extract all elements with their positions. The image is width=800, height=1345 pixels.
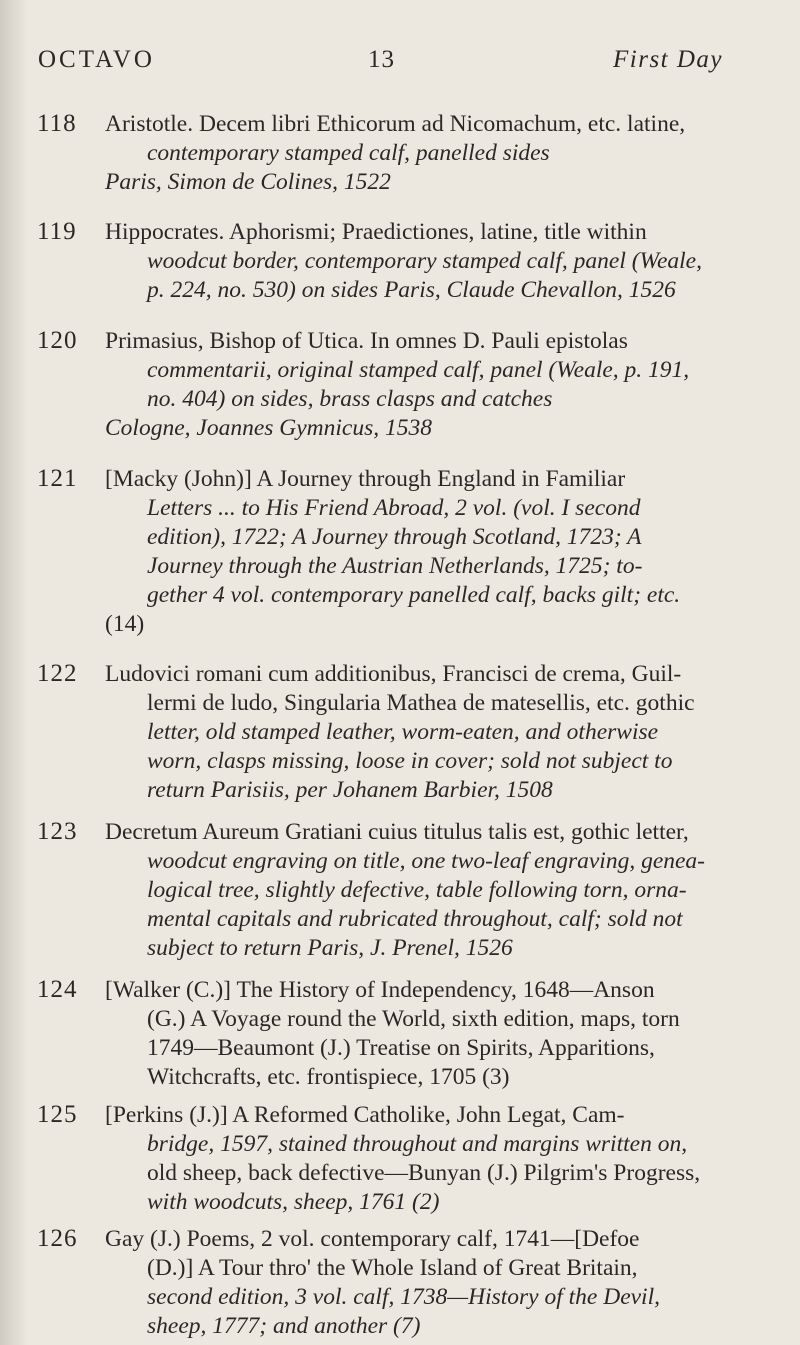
lot-line: logical tree, slightly defective, table following torn, orna- xyxy=(147,877,687,903)
lot-line: letter, old stamped leather, worm-eaten, and otherwise xyxy=(147,719,659,745)
page-header xyxy=(0,46,800,86)
lot-description xyxy=(105,1101,765,1217)
lot-description xyxy=(105,818,765,963)
lot-line: gether 4 vol. contemporary panelled calf, backs gilt; etc. xyxy=(147,582,681,608)
lot-description xyxy=(105,1225,765,1341)
lot-line: Gay (J.) Poems, 2 vol. contemporary calf, 1741—[Defoe xyxy=(105,1226,640,1252)
lot-line: subject to return Paris, J. Prenel, 1526 xyxy=(147,935,513,961)
lot-line: Hippocrates. Aphorismi; Praedictiones, latine, title within xyxy=(105,219,647,245)
lot-line: return Parisiis, per Johanem Barbier, 1508 xyxy=(147,777,553,803)
lot-line: [Macky (John)] A Journey through England in Familiar xyxy=(105,466,626,492)
lot-line: woodcut border, contemporary stamped calf, panel (Weale, xyxy=(147,248,702,274)
lot-number: 119 xyxy=(37,218,77,245)
lot-number: 121 xyxy=(37,465,78,492)
lot-line: Decretum Aureum Gratiani cuius titulus talis est, gothic letter, xyxy=(105,819,689,845)
lot-line: (G.) A Voyage round the World, sixth edition, maps, torn xyxy=(147,1006,680,1032)
lot-description xyxy=(105,218,765,305)
lot-line: contemporary stamped calf, panelled sides xyxy=(147,140,550,166)
lot-line: bridge, 1597, stained throughout and margins written on, xyxy=(147,1131,688,1157)
header-sale-day: First Day xyxy=(613,46,724,73)
page-number: 13 xyxy=(368,46,395,73)
lot-line: (D.)] A Tour thro' the Whole Island of Great Britain, xyxy=(147,1255,638,1281)
lot-line: Witchcrafts, etc. frontispiece, 1705 (3) xyxy=(147,1064,510,1090)
lot-line: commentarii, original stamped calf, panel (Weale, p. 191, xyxy=(147,357,690,383)
lot-imprint: Paris, Simon de Colines, 1522 xyxy=(105,169,391,195)
lot-line: Ludovici romani cum additionibus, Francisci de crema, Guil- xyxy=(105,661,682,687)
lot-description xyxy=(105,976,765,1092)
lot-number: 126 xyxy=(37,1225,78,1252)
lot-line: second edition, 3 vol. calf, 1738—History of the Devil, xyxy=(147,1284,660,1310)
lot-line: [Walker (C.)] The History of Independency, 1648—Anson xyxy=(105,977,655,1003)
lot-line: p. 224, no. 530) on sides Paris, Claude Chevallon, 1526 xyxy=(147,277,676,303)
lot-line: Aristotle. Decem libri Ethicorum ad Nicomachum, etc. latine, xyxy=(105,111,686,137)
lot-line: with woodcuts, sheep, 1761 (2) xyxy=(147,1189,440,1215)
lot-number: 120 xyxy=(37,327,78,354)
lot-number: 118 xyxy=(37,110,77,137)
lot-line: Journey through the Austrian Netherlands, 1725; to- xyxy=(147,553,643,579)
lot-line: Primasius, Bishop of Utica. In omnes D. Pauli epistolas xyxy=(105,328,628,354)
lot-number: 122 xyxy=(37,660,78,687)
lot-description xyxy=(105,327,765,443)
lot-number: 123 xyxy=(37,818,78,845)
lot-line: old sheep, back defective—Bunyan (J.) Pilgrim's Progress, xyxy=(147,1160,701,1186)
lot-description xyxy=(105,660,765,805)
lot-number: 125 xyxy=(37,1101,78,1128)
lot-line: woodcut engraving on title, one two-leaf engraving, genea- xyxy=(147,848,706,874)
lot-line: sheep, 1777; and another (7) xyxy=(147,1313,421,1339)
lot-imprint: Cologne, Joannes Gymnicus, 1538 xyxy=(105,415,432,441)
lot-quantity: (14) xyxy=(105,611,145,637)
lot-number: 124 xyxy=(37,976,78,1003)
lot-line: 1749—Beaumont (J.) Treatise on Spirits, Apparitions, xyxy=(147,1035,655,1061)
lot-line: worn, clasps missing, loose in cover; sold not subject to xyxy=(147,748,673,774)
lot-line: no. 404) on sides, brass clasps and catches xyxy=(147,386,553,412)
lot-description xyxy=(105,465,765,639)
lot-line: mental capitals and rubricated throughout, calf; sold not xyxy=(147,906,683,932)
lot-line: Letters ... to His Friend Abroad, 2 vol. (vol. I second xyxy=(147,495,641,521)
lot-line: [Perkins (J.)] A Reformed Catholike, John Legat, Cam- xyxy=(105,1102,625,1128)
lot-description xyxy=(105,110,765,197)
lot-line: lermi de ludo, Singularia Mathea de matesellis, etc. gothic xyxy=(147,690,695,716)
lot-line: edition), 1722; A Journey through Scotland, 1723; A xyxy=(147,524,642,550)
header-format: OCTAVO xyxy=(38,46,155,73)
